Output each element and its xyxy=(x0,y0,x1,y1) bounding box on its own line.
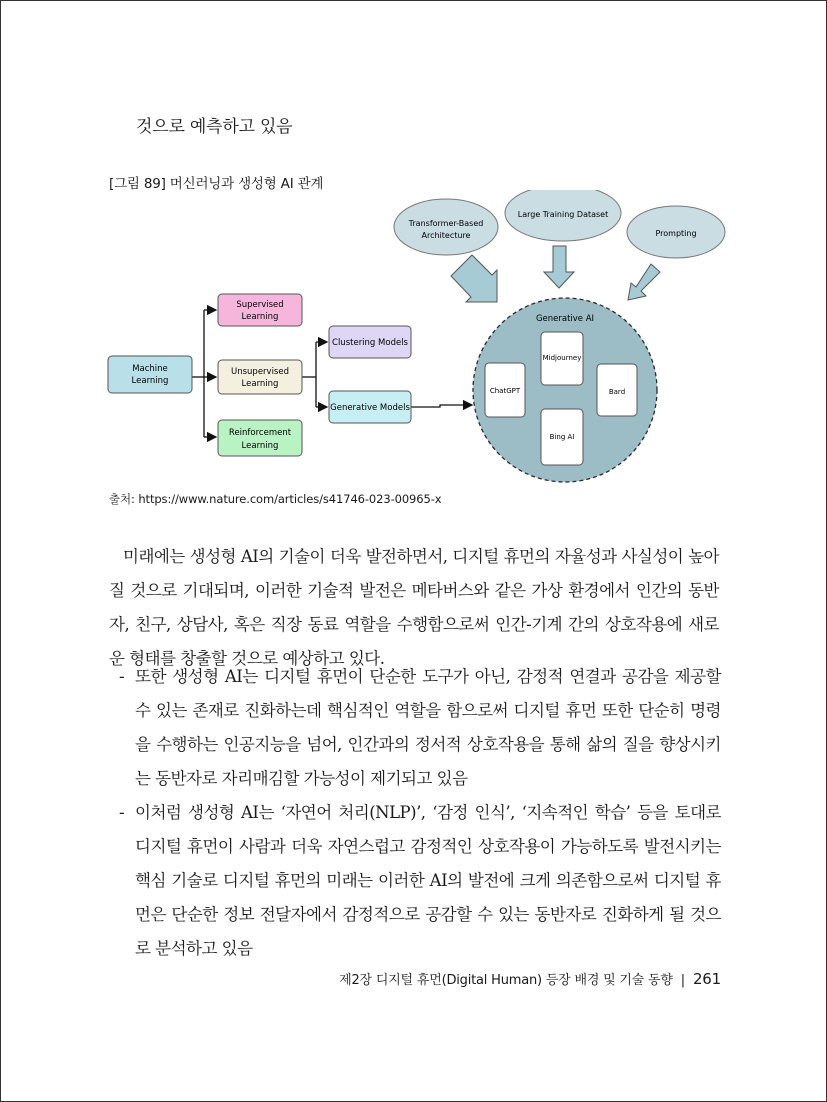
svg-text:Reinforcement: Reinforcement xyxy=(228,428,292,438)
svg-text:Architecture: Architecture xyxy=(421,231,471,240)
bullet-item xyxy=(119,796,721,966)
body-paragraph: 미래에는 생성형 AI의 기술이 더욱 발전하면서, 디지털 휴먼의 자율성과 사실성이 높아질 것으로 기대되며, 이러한 기술적 발전은 메타버스와 같은 가상 환경에서 인간의 동반자, 친구, 상담사, 혹은 직장 동료 역할을 수행함으로써 인간-기계 간의 상호작용에 새로운 형태를 창출할 것으로 예상하고 있다. xyxy=(109,547,719,668)
svg-text:Learning: Learning xyxy=(241,441,279,451)
figure-source: 출처: https://www.nature.com/articles/s41746-023-00965-x xyxy=(109,492,442,506)
page-footer xyxy=(339,969,721,988)
bullet-dash: - xyxy=(119,667,125,686)
bullet-text: 또한 생성형 AI는 디지털 휴먼이 단순한 도구가 아닌, 감정적 연결과 공감을 제공할 수 있는 존재로 진화하는데 핵심적인 역할을 함으로써 디지털 휴먼 또한 단순히 명령을 수행하는 인공지능을 넘어, 인간과의 정서적 상호작용을 통해 삶의 질을 향상시키는 동반자로 자리매김할 가능성이 제기되고 있음 xyxy=(135,667,721,788)
unsupervised-learning-node xyxy=(218,360,302,394)
bard-card xyxy=(597,364,637,416)
block-arrows xyxy=(451,246,660,302)
midjourney-card xyxy=(541,332,583,385)
bullet-item xyxy=(119,660,721,796)
svg-text:Unsupervised: Unsupervised xyxy=(231,367,289,377)
bullet-text: 이처럼 생성형 AI는 ‘자연어 처리(NLP)’, ‘감정 인식’, ‘지속적인 학습’ 등을 토대로 디지털 휴먼이 사람과 더욱 자연스럽고 감정적인 상호작용이 가능하도록 발전시키는 핵심 기술로 디지털 휴먼의 미래는 이러한 AI의 발전에 크게 의존함으로써 디지털 휴먼은 단순한 정보 전달자에서 감정적으로 공감할 수 있는 동반자로 진화하게 될 것으로 분석하고 있음 xyxy=(135,803,721,958)
svg-text:Midjourney: Midjourney xyxy=(542,354,582,362)
clustering-models-node xyxy=(329,326,411,358)
generative-models-node xyxy=(329,391,411,423)
svg-text:Prompting: Prompting xyxy=(655,229,697,238)
footer-separator: | xyxy=(680,973,685,988)
svg-text:Learning: Learning xyxy=(241,379,279,389)
svg-text:Transformer-Based: Transformer-Based xyxy=(408,219,484,228)
svg-text:Generative Models: Generative Models xyxy=(330,403,410,413)
bing-ai-card xyxy=(541,409,583,465)
svg-text:Large Training Dataset: Large Training Dataset xyxy=(517,210,609,219)
arrow-from-dataset xyxy=(544,246,574,288)
large-training-dataset-ellipse xyxy=(505,190,621,241)
svg-text:Bard: Bard xyxy=(608,388,626,396)
supervised-learning-node xyxy=(218,294,302,326)
ml-genai-diagram xyxy=(100,190,740,490)
figure-caption: [그림 89] 머신러닝과 생성형 AI 관계 xyxy=(109,176,324,192)
bullet-list xyxy=(119,660,721,966)
bullet-dash: - xyxy=(119,803,125,822)
chapter-title: 제2장 디지털 휴먼(Digital Human) 등장 배경 및 기술 동향 xyxy=(339,973,673,988)
reinforcement-learning-node xyxy=(218,420,302,456)
svg-text:ChatGPT: ChatGPT xyxy=(489,387,521,395)
page-number: 261 xyxy=(692,970,721,988)
svg-text:Clustering Models: Clustering Models xyxy=(332,338,408,348)
arrow-from-prompting xyxy=(628,264,660,300)
machine-learning-node xyxy=(108,356,192,393)
svg-text:Learning: Learning xyxy=(131,376,169,386)
arrow-from-transformer xyxy=(451,255,497,302)
svg-text:Supervised: Supervised xyxy=(236,300,284,310)
prompting-ellipse xyxy=(627,206,725,258)
svg-text:Generative AI: Generative AI xyxy=(535,314,595,324)
chatgpt-card xyxy=(485,363,525,417)
svg-text:Learning: Learning xyxy=(241,312,279,322)
continued-sentence: 것으로 예측하고 있음 xyxy=(136,117,293,137)
svg-text:Machine: Machine xyxy=(132,364,168,374)
transformer-architecture-ellipse xyxy=(394,199,498,255)
svg-text:Bing AI: Bing AI xyxy=(549,433,575,441)
